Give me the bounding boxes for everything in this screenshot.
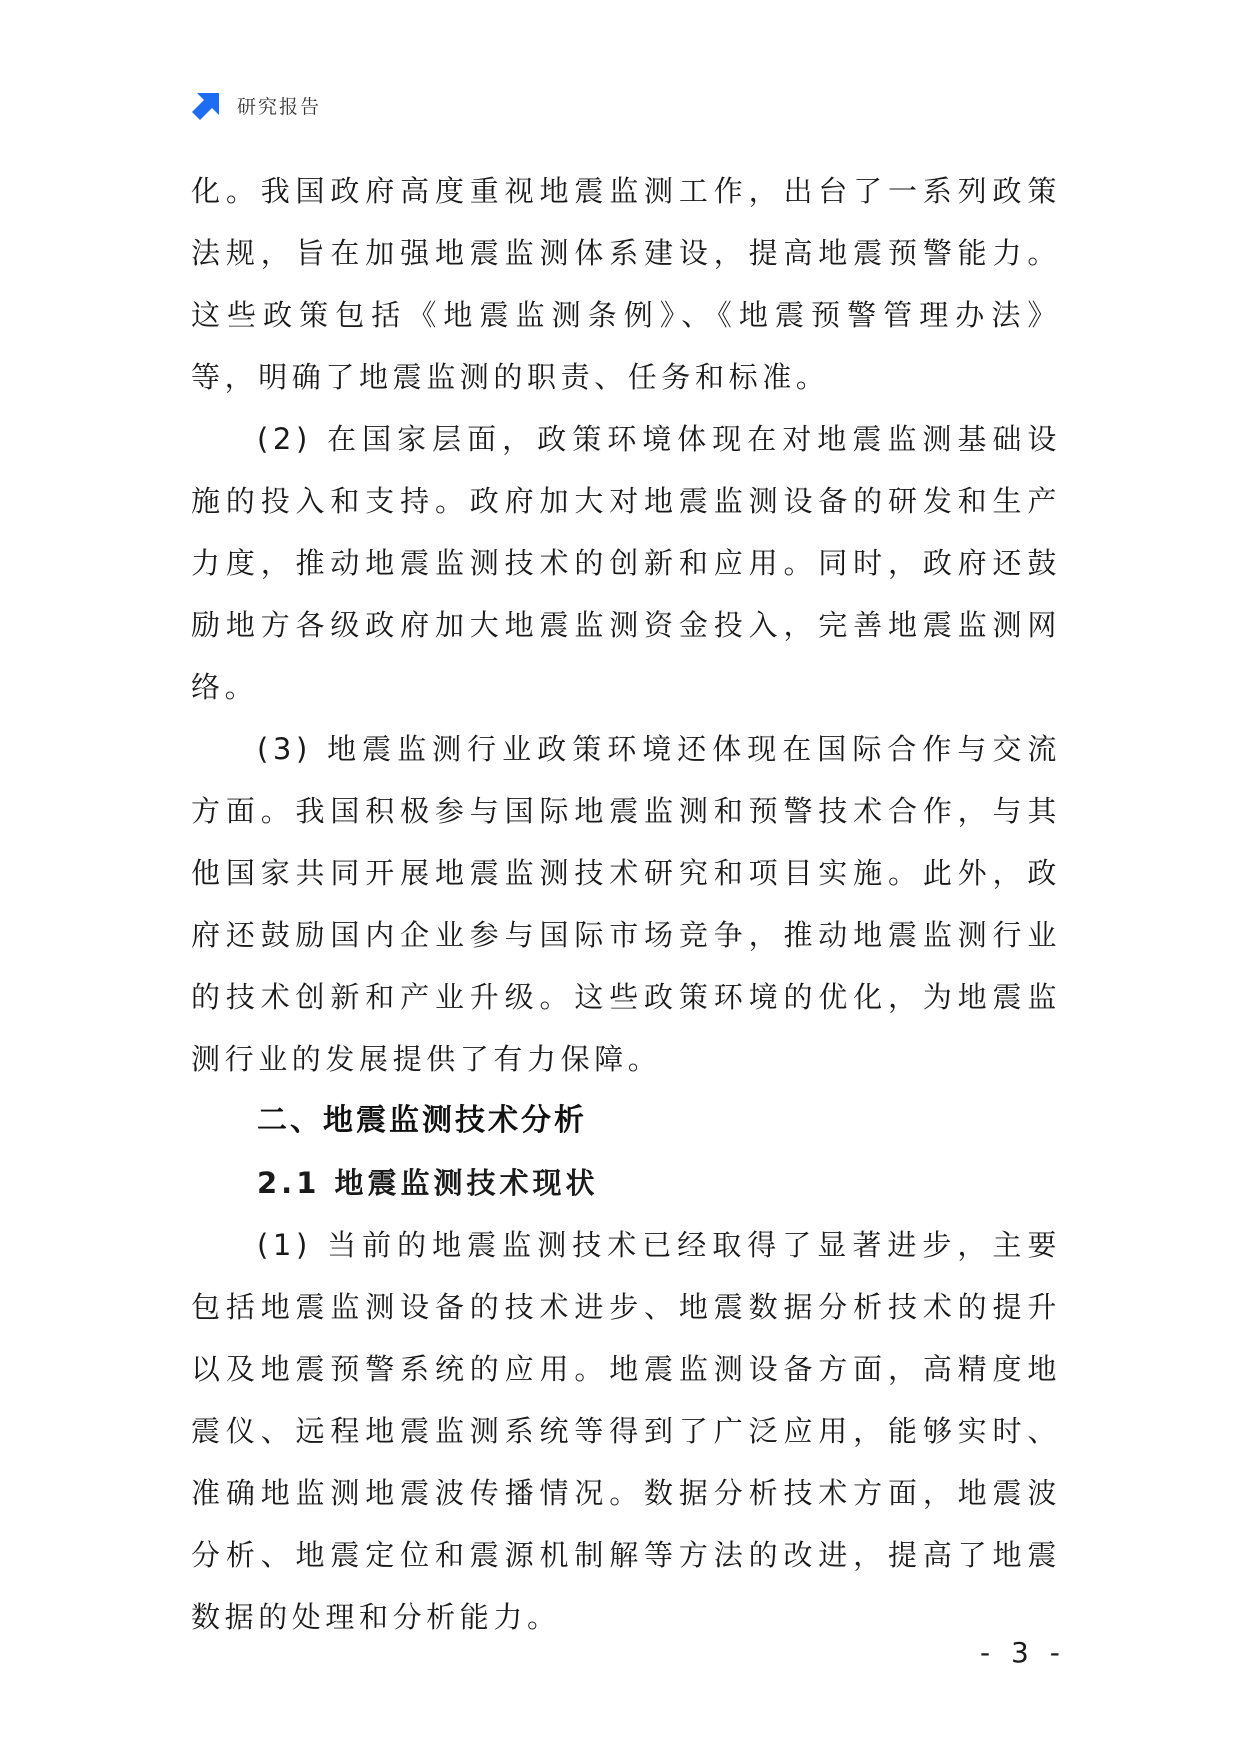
section-heading: 二、地震监测技术分析 — [257, 1103, 587, 1138]
paragraph-4: (1) 当前的地震监测技术已经取得了显著进步，主要包括地震监测设备的技术进步、地震数据分析技术的提升以及地震预警系统的应用。地震监测设备方面，高精度地震仪、远程地震监测系统等得到了广泛应用，能够实时、准确地监测地震波传播情况。数据分析技术方面，地震波分析、地震定位和震源机制解等方法的改进，提高了地震数据的处理和分析能力。 — [191, 1228, 1061, 1634]
paragraph-continuation: 化。我国政府高度重视地震监测工作，出台了一系列政策法规，旨在加强地震监测体系建设，提高地震预警能力。这些政策包括《地震监测条例》、《地震预警管理办法》等，明确了地震监测的职责、任务和标准。 — [191, 174, 1061, 394]
paragraph-2: (2) 在国家层面，政策环境体现在对地震监测基础设施的投入和支持。政府加大对地震监测设备的研发和生产力度，推动地震监测技术的创新和应用。同时，政府还鼓励地方各级政府加大地震监测资金投入，完善地震监测网络。 — [191, 422, 1061, 704]
document-body — [191, 160, 1061, 1648]
arrow-up-right-icon — [191, 89, 223, 121]
header-title: 研究报告 — [237, 95, 322, 118]
paragraph-3: (3) 地震监测行业政策环境还体现在国际合作与交流方面。我国积极参与国际地震监测和预警技术合作，与其他国家共同开展地震监测技术研究和项目实施。此外，政府还鼓励国内企业参与国际市场竞争，推动地震监测行业的技术创新和产业升级。这些政策环境的优化，为地震监测行业的发展提供了有力保障。 — [191, 732, 1061, 1076]
page-number: - 3 - — [980, 1636, 1066, 1669]
page-header — [191, 88, 321, 122]
subsection-heading: 2.1 地震监测技术现状 — [257, 1166, 599, 1200]
